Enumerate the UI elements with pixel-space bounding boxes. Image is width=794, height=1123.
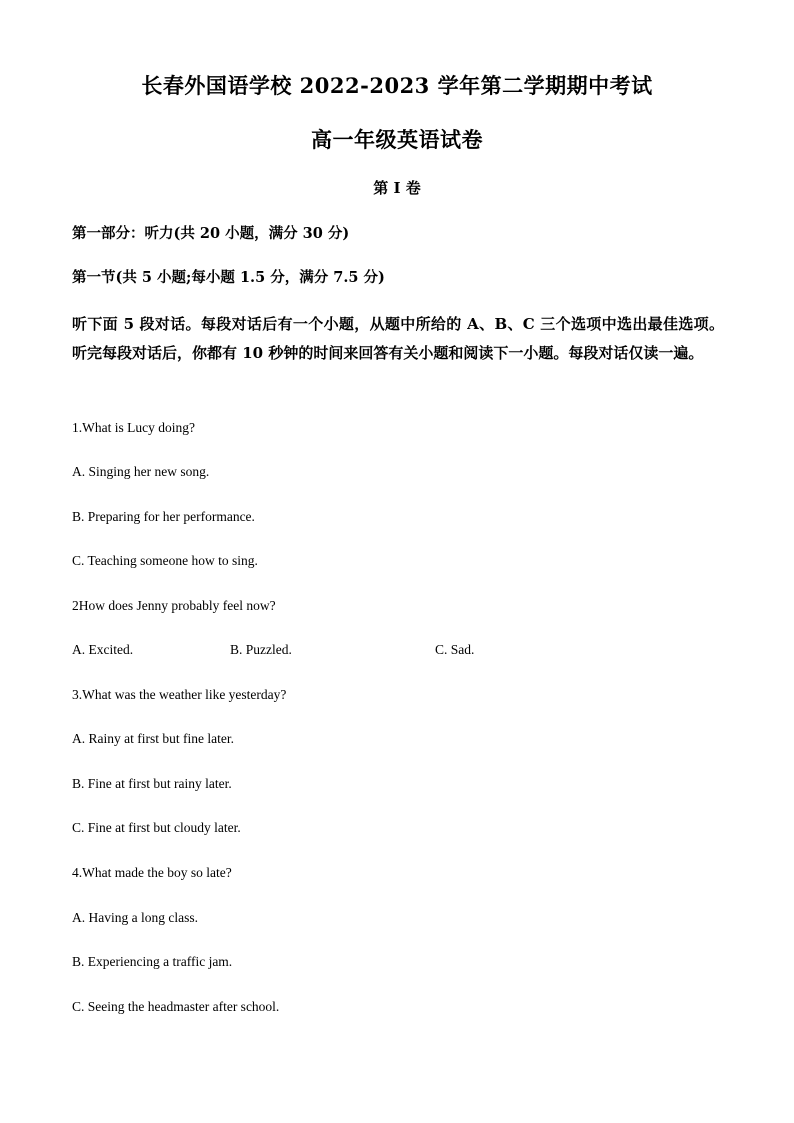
question-2-stem: 2How does Jenny probably feel now? [72,598,276,613]
question-3-option-b: B. Fine at first but rainy later. [72,776,232,791]
exam-title: 长春外国语学校 2022-2023 学年第二学期期中考试 [141,73,653,98]
question-1-option-b: B. Preparing for her performance. [72,509,255,524]
question-2-option-a: A. Excited. [72,642,134,657]
question-1-option-a: A. Singing her new song. [72,464,210,479]
question-2-option-c: C. Sad. [435,642,475,657]
question-4-option-c: C. Seeing the headmaster after school. [72,999,280,1014]
section-heading: 第一节(共 5 小题;每小题 1.5 分，满分 7.5 分) [72,269,385,286]
exam-subtitle: 高一年级英语试卷 [311,127,483,152]
question-3-option-c: C. Fine at first but cloudy later. [72,820,241,835]
question-4-stem: 4.What made the boy so late? [72,865,232,880]
question-1-option-c: C. Teaching someone how to sing. [72,553,258,568]
question-3-stem: 3.What was the weather like yesterday? [72,687,287,702]
question-1-stem: 1.What is Lucy doing? [72,420,195,435]
question-4-option-b: B. Experiencing a traffic jam. [72,954,233,969]
question-4-option-a: A. Having a long class. [72,910,198,925]
listening-instructions: 听下面 5 段对话。每段对话后有一个小题，从题中所给的 A、B、C 三个选项中选出最佳选项。听完每段对话后，你都有 10 秒钟的时间来回答有关小题和阅读下一小题。每段对话仅读一遍。 [72,315,724,362]
question-3-option-a: A. Rainy at first but fine later. [72,731,234,746]
volume-label: 第 I 卷 [373,179,421,197]
part-heading: 第一部分：听力(共 20 小题，满分 30 分) [72,225,350,242]
question-2-option-b: B. Puzzled. [230,642,292,657]
